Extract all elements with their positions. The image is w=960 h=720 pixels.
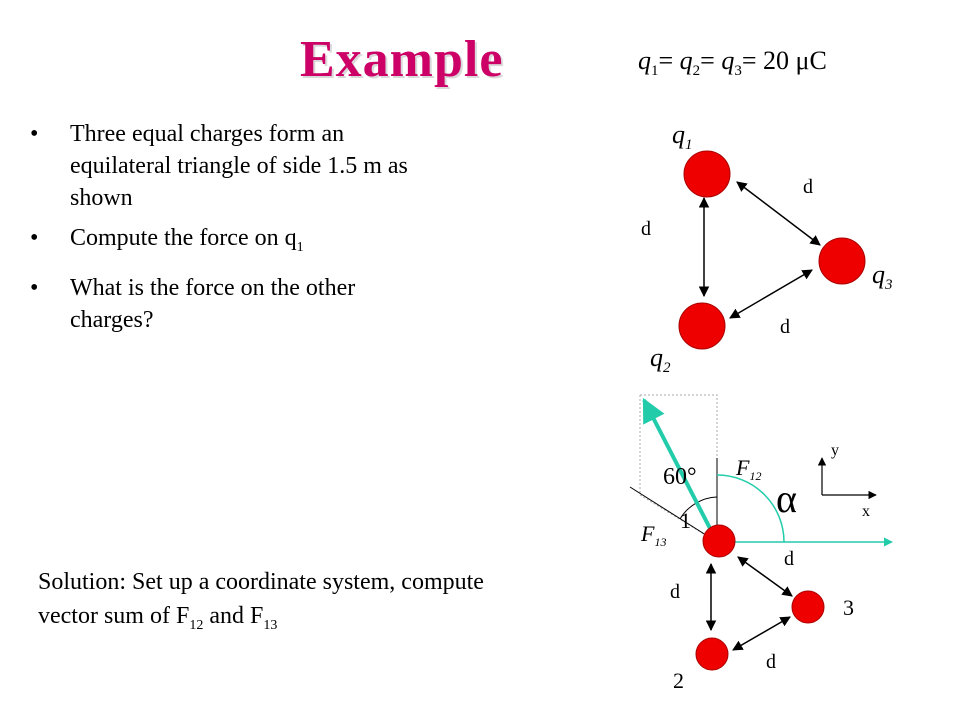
solution-text: Solution: Set up a coordinate system, compute vector sum of $F_{12}$ and $F_{13}$	[38, 569, 484, 633]
d-label-b1: d	[784, 548, 794, 570]
bullet-item: • Compute the force on $q_1$	[30, 222, 410, 264]
d-arrow-2-3	[733, 617, 790, 650]
charge-q3	[819, 238, 865, 284]
f13-label: $F_{13}$	[641, 521, 667, 549]
alpha-label: α	[776, 476, 797, 521]
node-2-label: 2	[673, 668, 684, 693]
q3-label: $q_3$	[872, 260, 893, 293]
bullet-item: • Three equal charges form an equilateral triangle of side 1.5 m as shown	[30, 118, 410, 214]
axis-x-label: x	[862, 503, 870, 520]
charge-q1	[684, 151, 730, 197]
f12-label: $F_{12}$	[736, 455, 762, 483]
bullet-item: • What is the force on the other charges?	[30, 272, 410, 336]
d-arrow-q2-q3	[730, 270, 812, 318]
q2-label: $q_2$	[650, 343, 671, 376]
axis-y-label: y	[831, 442, 839, 459]
top-triangle-diagram	[641, 120, 893, 376]
charge-1	[703, 525, 735, 557]
d-label-left: d	[641, 218, 651, 240]
d-label-b3: d	[766, 651, 776, 673]
d-label-b2: d	[670, 581, 680, 603]
node-3-label: 3	[843, 595, 854, 620]
d-label-right: d	[803, 176, 813, 198]
node-1-label: 1	[680, 508, 691, 533]
bottom-force-diagram	[630, 395, 892, 693]
charges-equation: $q_1= q_2= q_3= 20$ μC	[638, 46, 827, 80]
charge-2	[696, 638, 728, 670]
q1-label: $q_1$	[672, 120, 693, 153]
charge-3	[792, 591, 824, 623]
slide-title: Example	[300, 31, 504, 88]
d-label-bottom: d	[780, 316, 790, 338]
angle-60-label: 60°	[663, 464, 697, 490]
charge-q2	[679, 303, 725, 349]
